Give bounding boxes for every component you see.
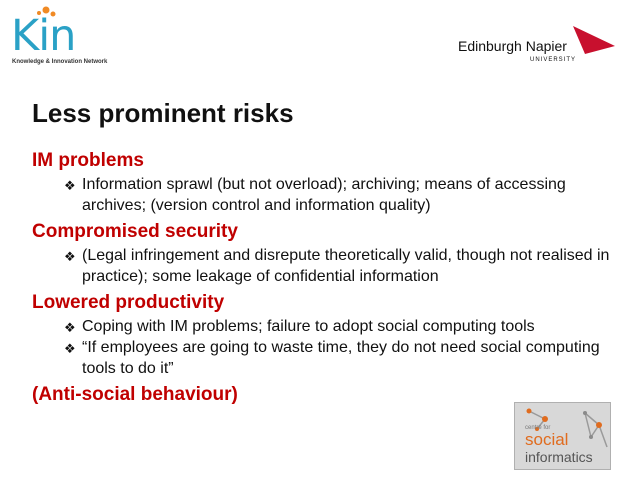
diamond-bullet-icon: ❖ [64,249,76,264]
csi-social: social [525,430,569,449]
diamond-bullet-icon: ❖ [64,341,76,356]
section-compromised-security [32,219,612,287]
section-lowered-productivity [32,290,612,379]
bullet-text: Information sprawl (but not overload); archiving; means of accessing archives; (version control and information quality) [82,176,566,214]
bullet-text: Coping with IM problems; failure to adopt social computing tools [82,318,535,335]
bullet-text: (Legal infringement and disrepute theoretically valid, though not realised in practice); some leakage of confidential information [82,247,610,285]
kin-wordmark: Kin [11,11,76,61]
csi-logo [514,402,611,470]
section-heading: Lowered productivity [32,292,225,313]
kin-subtitle: Knowledge & Innovation Network [12,59,108,65]
section-heading: Compromised security [32,221,238,242]
bullet-text: “If employees are going to waste time, they do not need social computing tools to do it” [82,339,600,377]
bullet-item [64,337,612,379]
slide-content [32,148,612,408]
slide-title: Less prominent risks [32,98,294,128]
section-heading: (Anti-social behaviour) [32,384,238,405]
bullet-item [64,316,612,337]
bullet-item [64,245,612,287]
napier-logo [458,24,618,69]
kin-logo [6,4,106,66]
napier-name: Edinburgh Napier [458,38,567,54]
csi-informatics: informatics [525,449,593,465]
section-heading: IM problems [32,150,144,171]
diamond-bullet-icon: ❖ [64,320,76,335]
section-im-problems [32,148,612,216]
napier-triangle-icon [571,24,616,69]
diamond-bullet-icon: ❖ [64,178,76,193]
napier-university: UNIVERSITY [530,57,577,63]
csi-centre-for: centre for [525,425,551,431]
bullet-item [64,174,612,216]
